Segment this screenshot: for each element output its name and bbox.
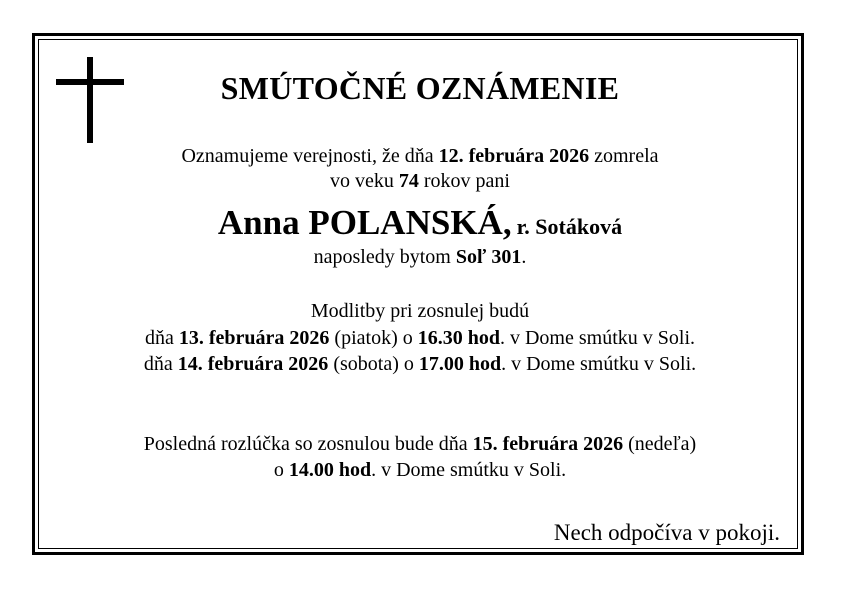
residence-place: Soľ 301 [455, 246, 522, 268]
funeral-line-2: o 14.00 hod. v Dome smútku v Soli. [273, 459, 567, 481]
announcement-line-2: vo veku 74 rokov pani [330, 170, 510, 192]
deceased-name-line [40, 203, 800, 243]
notice-title: SMÚTOČNÉ OZNÁMENIE [220, 70, 620, 106]
maiden-name: r. Sotáková [516, 214, 623, 239]
prayers-intro: Modlitby pri zosnulej budú [310, 300, 530, 322]
age: 74 [398, 170, 419, 192]
farewell-text: Nech odpočíva v pokoji. [553, 520, 780, 545]
prayers-day-2: dňa 14. februára 2026 (sobota) o 17.00 hod. v Dome smútku v Soli. [143, 353, 697, 375]
announcement-line-1: Oznamujeme verejnosti, že dňa 12. februára 2026 zomrela [181, 145, 659, 167]
death-date: 12. februára 2026 [438, 145, 590, 167]
funeral-line-1: Posledná rozlúčka so zosnulou bude dňa 15. februára 2026 (nedeľa) [143, 433, 697, 455]
prayers-day-1: dňa 13. februára 2026 (piatok) o 16.30 hod. v Dome smútku v Soli. [144, 327, 695, 349]
residence-line: naposledy bytom Soľ 301. [313, 246, 527, 268]
deceased-name: Anna POLANSKÁ, [217, 203, 512, 242]
